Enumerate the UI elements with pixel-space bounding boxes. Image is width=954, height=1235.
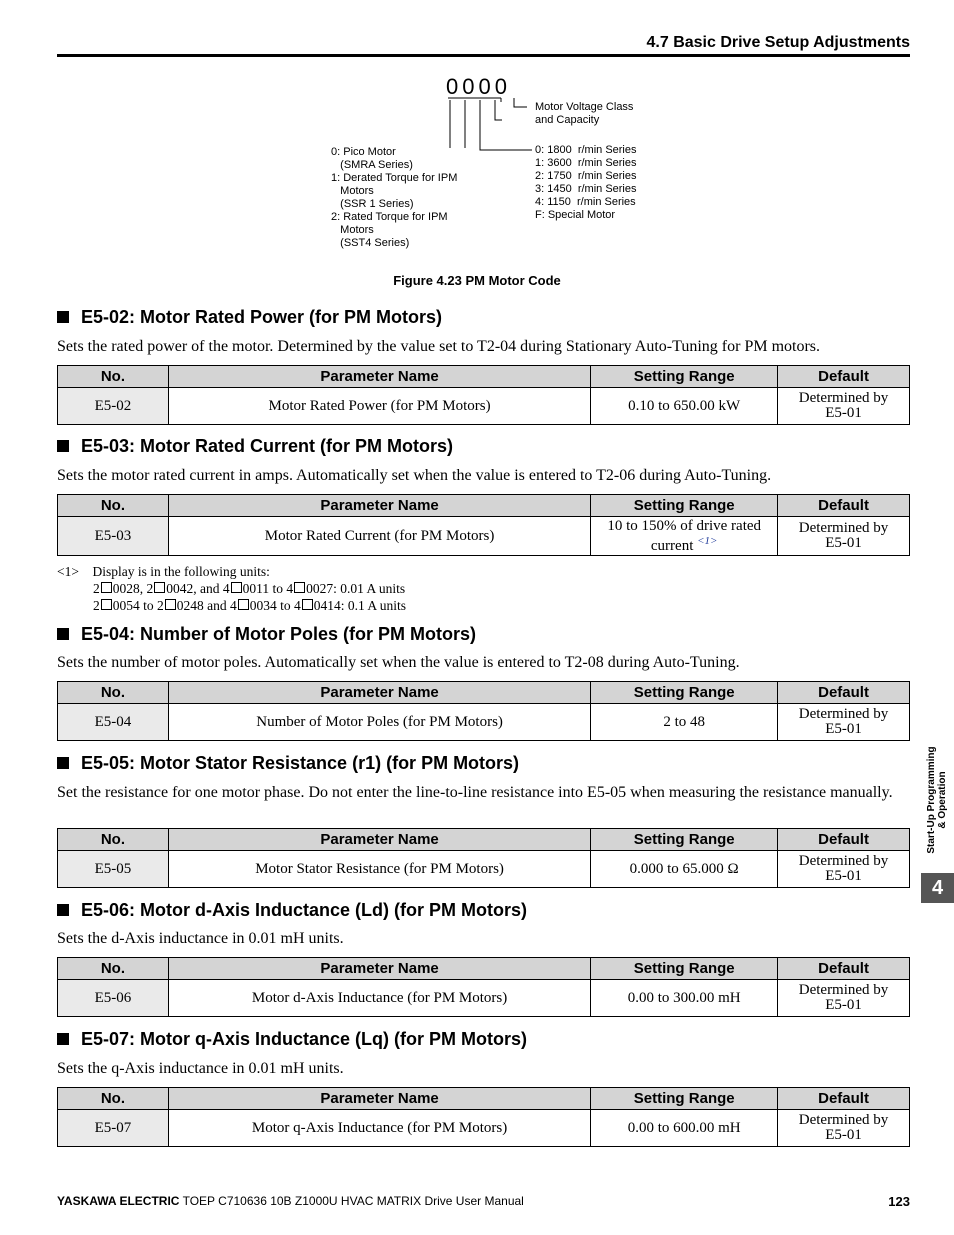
col-header-range: Setting Range: [591, 682, 778, 704]
footnote-ref-link[interactable]: <1>: [697, 534, 718, 547]
page-number: 123: [888, 1194, 910, 1209]
section-description: Sets the number of motor poles. Automatically set when the value is entered to T2-08 during Auto-Tuning.: [57, 654, 740, 671]
parameter-table-e5-03: [57, 494, 910, 556]
param-default: Determined by E5-01: [778, 704, 910, 741]
param-range: 0.10 to 650.00 kW: [591, 388, 778, 425]
param-no: E5-06: [58, 980, 169, 1017]
parameter-table-e5-05: [57, 828, 910, 888]
motor-type-line: 1: Derated Torque for IPM: [331, 172, 458, 184]
footer-doc-title: YASKAWA ELECTRIC TOEP C710636 10B Z1000U HVAC MATRIX Drive User Manual: [57, 1194, 524, 1208]
motor-type-line: (SSR 1 Series): [331, 198, 414, 210]
figure-caption: Figure 4.23 PM Motor Code: [393, 273, 561, 288]
col-header-default: Default: [778, 366, 910, 388]
col-header-range: Setting Range: [591, 366, 778, 388]
param-range: 10 to 150% of drive rated current $^{<1>}$: [591, 517, 778, 556]
motor-type-line: (SST4 Series): [331, 237, 410, 249]
speed-series-line: F: Special Motor: [535, 209, 616, 221]
section-heading-e5-02: E5-02: Motor Rated Power (for PM Motors): [57, 307, 442, 328]
param-no: E5-02: [58, 388, 169, 425]
section-heading-e5-04: E5-04: Number of Motor Poles (for PM Motors): [57, 624, 476, 645]
param-name: Motor Rated Current (for PM Motors): [168, 517, 590, 556]
pm-motor-code-figure: [320, 70, 680, 260]
table-row: [58, 517, 910, 556]
col-header-default: Default: [778, 958, 910, 980]
section-heading-e5-05: E5-05: Motor Stator Resistance (r1) (for PM Motors): [57, 753, 519, 774]
param-no: E5-07: [58, 1110, 169, 1147]
param-range: 0.00 to 600.00 mH: [591, 1110, 778, 1147]
parameter-table-e5-02: [57, 365, 910, 425]
speed-series-line: 4: 1150 r/min Series: [535, 196, 636, 208]
table-row: [58, 704, 910, 741]
col-header-no: No.: [58, 829, 169, 851]
footnote-intro: Display is in the following units:: [92, 564, 270, 579]
parameter-table-e5-04: [57, 681, 910, 741]
chapter-tab[interactable]: 4: [921, 873, 954, 903]
section-description: Set the resistance for one motor phase. Do not enter the line-to-line resistance into E5-05 when measuring the resistance manually.: [57, 784, 893, 801]
speed-series-line: 0: 1800 r/min Series: [535, 144, 637, 156]
param-name: Motor Rated Power (for PM Motors): [168, 388, 590, 425]
section-bullet-icon: [57, 311, 69, 323]
param-default: Determined by E5-01: [778, 980, 910, 1017]
param-range: 0.000 to 65.000 Ω: [591, 851, 778, 888]
param-name: Motor d-Axis Inductance (for PM Motors): [168, 980, 590, 1017]
section-bullet-icon: [57, 628, 69, 640]
footer-brand: YASKAWA ELECTRIC: [57, 1194, 180, 1208]
param-default: Determined by E5-01: [778, 1110, 910, 1147]
speed-series-line: 2: 1750 r/min Series: [535, 170, 637, 182]
footnote-line: 2 0028, 2 0042, and 4 0011 to 4 0027: 0.01 A units: [93, 581, 406, 596]
section-bullet-icon: [57, 440, 69, 452]
col-header-range: Setting Range: [591, 958, 778, 980]
param-no: E5-03: [58, 517, 169, 556]
section-bullet-icon: [57, 1033, 69, 1045]
parameter-table-e5-07: [57, 1087, 910, 1147]
param-default: Determined by E5-01: [778, 517, 910, 556]
motor-type-line: Motors: [331, 224, 374, 236]
param-default: Determined by E5-01: [778, 851, 910, 888]
voltage-class-label: Motor Voltage Class and Capacity: [535, 101, 634, 126]
col-header-range: Setting Range: [591, 1088, 778, 1110]
col-header-name: Parameter Name: [168, 495, 590, 517]
header-rule: [57, 54, 910, 57]
col-header-name: Parameter Name: [168, 829, 590, 851]
footnote-marker: <1>: [57, 564, 79, 579]
col-header-default: Default: [778, 495, 910, 517]
speed-series-line: 3: 1450 r/min Series: [535, 183, 637, 195]
motor-type-line: 0: Pico Motor: [331, 146, 396, 158]
col-header-range: Setting Range: [591, 495, 778, 517]
col-header-default: Default: [778, 1088, 910, 1110]
side-chapter-label: Start-Up Programming & Operation: [926, 746, 948, 854]
section-heading-e5-07: E5-07: Motor q-Axis Inductance (Lq) (for PM Motors): [57, 1029, 527, 1050]
motor-code-digits: 0000: [446, 74, 511, 99]
col-header-no: No.: [58, 495, 169, 517]
col-header-name: Parameter Name: [168, 958, 590, 980]
param-name: Motor q-Axis Inductance (for PM Motors): [168, 1110, 590, 1147]
col-header-no: No.: [58, 366, 169, 388]
col-header-range: Setting Range: [591, 829, 778, 851]
param-default: Determined by E5-01: [778, 388, 910, 425]
param-name: Number of Motor Poles (for PM Motors): [168, 704, 590, 741]
section-description: Sets the motor rated current in amps. Automatically set when the value is entered to T2-06 during Auto-Tuning.: [57, 467, 772, 484]
section-description: Sets the rated power of the motor. Determined by the value set to T2-04 during Stationary Auto-Tuning for PM motors.: [57, 338, 821, 355]
table-row: [58, 1110, 910, 1147]
param-range: 2 to 48: [591, 704, 778, 741]
footnote-line: 2 0054 to 2 0248 and 4 0034 to 4 0414: 0.1 A units: [93, 598, 407, 613]
section-heading-e5-06: E5-06: Motor d-Axis Inductance (Ld) (for PM Motors): [57, 900, 527, 921]
param-range: 0.00 to 300.00 mH: [591, 980, 778, 1017]
page-header-title: 4.7 Basic Drive Setup Adjustments: [646, 34, 910, 51]
speed-series-list: [535, 144, 637, 222]
col-header-default: Default: [778, 682, 910, 704]
col-header-name: Parameter Name: [168, 682, 590, 704]
motor-type-line: Motors: [331, 185, 374, 197]
section-description: Sets the q-Axis inductance in 0.01 mH units.: [57, 1060, 344, 1077]
motor-type-line: 2: Rated Torque for IPM: [331, 211, 448, 223]
col-header-no: No.: [58, 1088, 169, 1110]
section-heading-e5-03: E5-03: Motor Rated Current (for PM Motors): [57, 436, 453, 457]
col-header-no: No.: [58, 958, 169, 980]
parameter-table-e5-06: [57, 957, 910, 1017]
section-bullet-icon: [57, 757, 69, 769]
param-no: E5-04: [58, 704, 169, 741]
motor-type-line: (SMRA Series): [331, 159, 413, 171]
table-row: [58, 388, 910, 425]
section-bullet-icon: [57, 904, 69, 916]
footnote: [57, 563, 406, 614]
col-header-name: Parameter Name: [168, 1088, 590, 1110]
motor-type-list: [331, 146, 457, 250]
param-name: Motor Stator Resistance (for PM Motors): [168, 851, 590, 888]
table-row: [58, 980, 910, 1017]
col-header-name: Parameter Name: [168, 366, 590, 388]
col-header-no: No.: [58, 682, 169, 704]
table-row: [58, 851, 910, 888]
section-description: Sets the d-Axis inductance in 0.01 mH units.: [57, 930, 344, 947]
param-no: E5-05: [58, 851, 169, 888]
col-header-default: Default: [778, 829, 910, 851]
speed-series-line: 1: 3600 r/min Series: [535, 157, 637, 169]
